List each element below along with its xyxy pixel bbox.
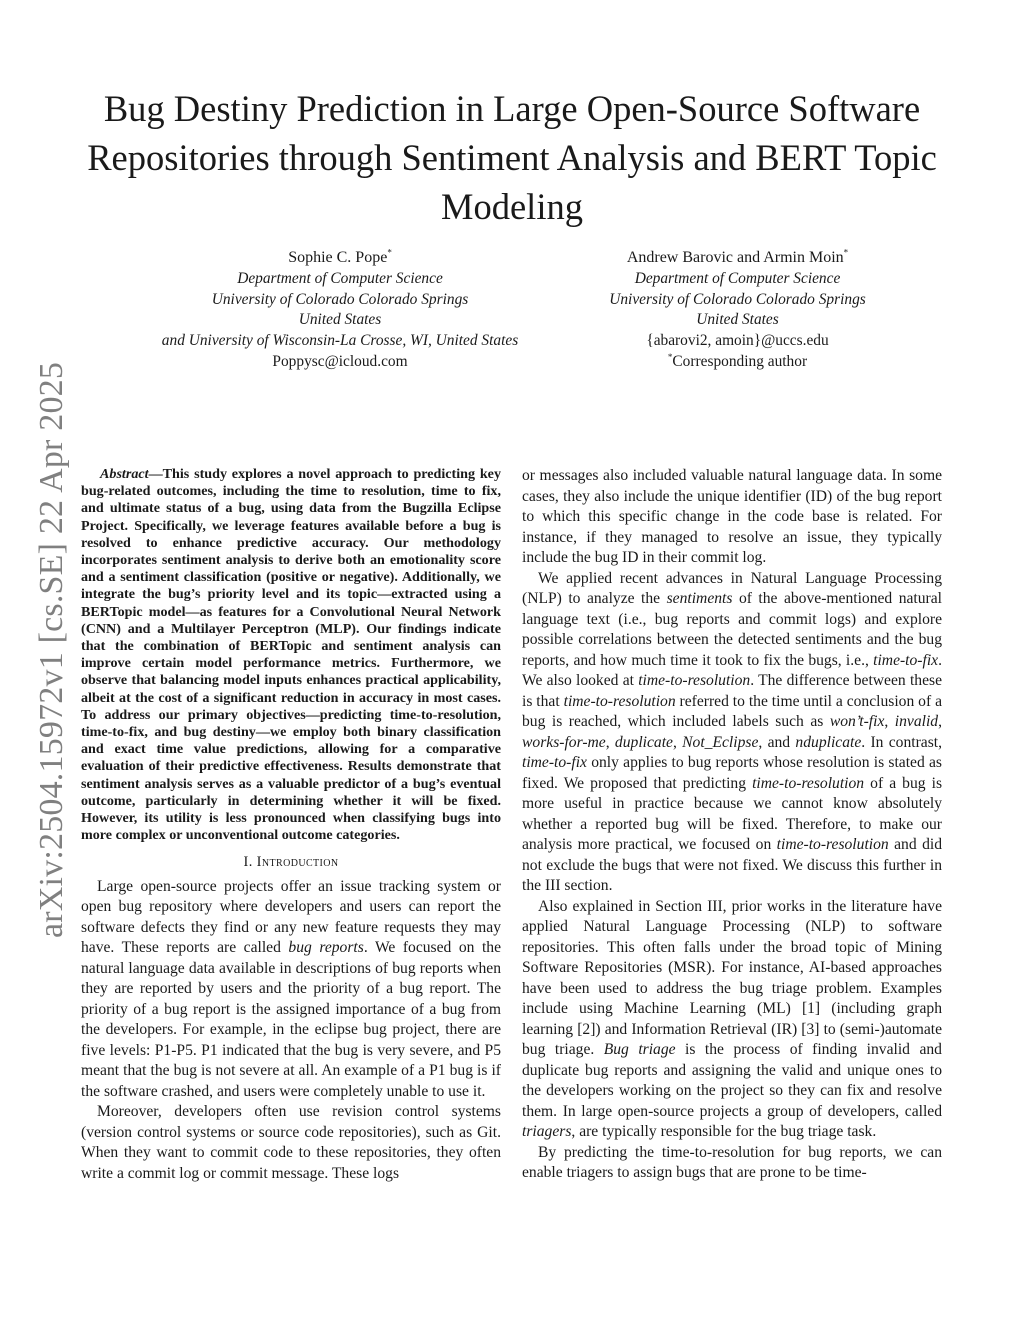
left-column xyxy=(81,466,501,1184)
author-block-left xyxy=(120,248,560,373)
italic-term: time-to-fix xyxy=(522,754,587,771)
text-run: . We also looked at xyxy=(522,651,942,689)
italic-term: bug reports xyxy=(288,939,364,957)
section-heading-introduction: I. Introduction xyxy=(243,854,339,871)
text-run: , xyxy=(884,713,895,730)
text-run: referred to the time until a conclusion of a bug is reached, which included labels such as xyxy=(522,692,943,730)
text-run: of the above-mentioned natural language text (i.e., bug reports and commit logs) and explore possible correlations between the detected sentiments and the bug reports, and how much time it took to fix the bugs, i.e., xyxy=(522,590,942,669)
text-run: , xyxy=(605,733,615,751)
text-run: , are typically responsible for the bug triage task. xyxy=(571,1123,877,1140)
text-run: is the process of finding invalid and duplicate bug reports and assigning the valid and unique ones to the developers working on the project so they can fix and resolve them. In large open-source projects a group of developers, called xyxy=(522,1041,942,1120)
italic-term: invalid xyxy=(894,713,939,730)
body-paragraph xyxy=(522,897,942,1143)
text-run: only applies to bug reports whose resolution is stated as fixed. We proposed that predicting xyxy=(522,754,942,792)
text-run: or messages also included valuable natural language data. In some cases, they also include the unique identifier (ID) of the bug report to which this specific change in the code base is related. For instance, if they managed to resolve an issue, they typically include the bug ID in their commit log. xyxy=(522,467,942,566)
text-run: . The difference between these is that xyxy=(522,672,942,710)
body-paragraph xyxy=(81,877,501,1103)
text-run: Moreover, developers often use revision control systems (version control systems or source code repositories), such as Git. When they want to commit code to these repositories, they often write a commit log or commit message. These logs xyxy=(81,1103,501,1182)
author-university: University of Colorado Colorado Springs xyxy=(211,290,469,308)
author-name: Sophie C. Pope* xyxy=(288,247,392,266)
author-second-affiliation: and University of Wisconsin-La Crosse, WI, United States xyxy=(161,332,519,350)
left-column-body xyxy=(81,877,501,1185)
paper-title: Bug Destiny Prediction in Large Open-Source Software Repositories through Sentiment Analysis and BERT Topic Modeling xyxy=(87,88,937,227)
body-paragraph xyxy=(522,569,942,897)
text-run: and did not exclude the bugs that were not fixed. We discuss this further in the III section. xyxy=(522,836,942,894)
italic-term: time-to-resolution xyxy=(638,672,751,689)
italic-term: Bug triage xyxy=(603,1041,676,1058)
italic-term: time-to-resolution xyxy=(776,836,889,853)
right-column xyxy=(522,466,942,1184)
author-country: United States xyxy=(696,311,779,329)
italic-term: duplicate xyxy=(614,733,673,751)
text-run: Also explained in Section III, prior works in the literature have applied Natural Language Processing (NLP) to software repositories. This often falls under the broad topic of Mining Software Repositories (MSR). For instance, AI-based approaches have been used to address the bug triage problem. Examples include using Machine Learning (ML) [1] (including graph learning [2]) and Information Retrieval (IR) [3] to (semi-)automate bug triage. xyxy=(522,897,942,1058)
author-department: Department of Computer Science xyxy=(634,269,841,287)
text-run: of a bug is more useful in practice because we cannot know absolutely whether a reported bug will be fixed. Therefore, to make our analysis more practical, we focused on xyxy=(522,774,943,853)
text-run: . We focused on the natural language data available in descriptions of bug reports when they are reported by users and the priority of a bug report. The priority of a bug report is the assigned importance of a bug from the developers. For example, in the eclipse bug project, there are five levels: P1-P5. P1 indicated that the bug is very severe, and P5 meant that the bug is not severe at all. An example of a P1 bug is if the software crashed, and users were completely unable to use it. xyxy=(81,939,502,1100)
author-department: Department of Computer Science xyxy=(237,269,443,287)
italic-term: works-for-me xyxy=(522,733,606,751)
author-email: Poppysc@icloud.com xyxy=(272,352,408,370)
text-run: By predicting the time-to-resolution for bug reports, we can enable triagers to assign bugs that are prone to be time- xyxy=(522,1143,942,1181)
text-run: We applied recent advances in Natural Language Processing (NLP) to analyze the xyxy=(522,569,942,607)
author-country: United States xyxy=(298,311,382,329)
italic-term: triagers xyxy=(522,1123,572,1140)
italic-term: time-to-resolution xyxy=(563,692,676,710)
text-run: . In contrast, xyxy=(861,733,943,751)
corresponding-author-note: *Corresponding author xyxy=(667,351,808,370)
arxiv-identifier: arXiv:2504.15972v1 [cs.SE] 22 Apr 2025 xyxy=(33,361,70,939)
italic-term: sentiments xyxy=(666,590,733,607)
italic-term: won’t-fix xyxy=(829,713,885,730)
text-run: Large open-source projects offer an issue tracking system or open bug repository where developers and users can report the software defects they find or any new feature requests they may have. These reports are called xyxy=(81,877,501,957)
author-block-right xyxy=(565,248,910,373)
text-run: , and xyxy=(758,733,796,751)
italic-term: time-to-resolution xyxy=(752,774,865,792)
text-run: , xyxy=(938,713,942,730)
author-university: University of Colorado Colorado Springs xyxy=(609,290,866,308)
italic-term: time-to-fix xyxy=(873,651,939,669)
body-paragraph xyxy=(522,1143,942,1184)
text-run: , xyxy=(672,733,683,751)
author-email: {abarovi2, amoin}@uccs.edu xyxy=(646,332,829,350)
body-paragraph xyxy=(522,466,942,569)
abstract: Abstract—This study explores a novel approach to predicting key bug-related outcomes, including the time to resolution, time to fix, and ultimate status of a bug, using data from the Bugzilla Eclipse Project. Specifically, we leverage features available before a bug is resolved to enhance predictive accuracy. Our methodology incorporates sentiment analysis to derive both an emotionality score and a sentiment classification (positive or negative). Additionally, we integrate the bug’s priority level and its topic—extracted using a BERTopic model—as features for a Convolutional Neural Network (CNN) and a Multilayer Perceptron (MLP). Our findings indicate that the combination of BERTopic and sentiment analysis can improve certain model performance metrics. Furthermore, we observe that balancing model inputs enhances practical applicability, albeit at the cost of a significant reduction in accuracy in most cases. To address our primary objectives—predicting time-to-resolution, time-to-fix, and bug destiny—we employ both binary classification and exact time value predictions, allowing for a comparative evaluation of their predictive effectiveness. Results demonstrate that sentiment analysis serves as a valuable predictor of a bug’s eventual outcome, particularly in determining whether it will be fixed. However, its utility is less pronounced when classifying bugs into more complex or unconventional outcome categories. xyxy=(81,466,501,844)
italic-term: Not_Eclipse xyxy=(682,733,759,751)
body-paragraph xyxy=(81,1102,501,1184)
italic-term: nduplicate xyxy=(795,733,862,751)
right-column-body xyxy=(522,466,942,1184)
author-name: Andrew Barovic and Armin Moin* xyxy=(626,247,849,266)
